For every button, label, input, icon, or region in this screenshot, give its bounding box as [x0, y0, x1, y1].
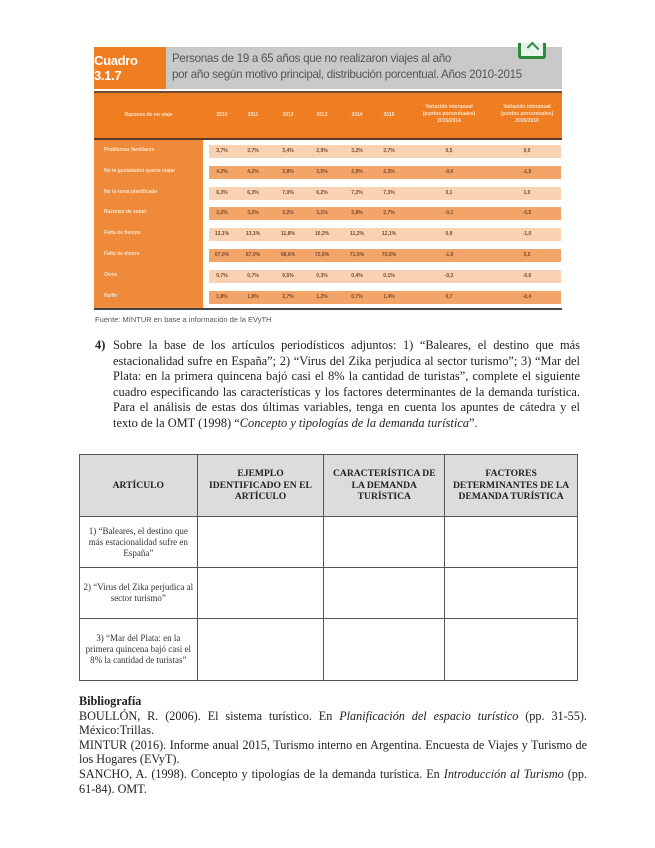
row-value: 0,7% [351, 293, 363, 300]
row-value: -0,3 [444, 272, 454, 279]
row-value: 1,2% [316, 293, 328, 300]
row-value: 7,3% [383, 189, 395, 196]
row-value: 0,0 [523, 148, 531, 154]
header-ejemplo: EJEMPLO IDENTIFICADO EN EL ARTÍCULO [197, 455, 324, 517]
header-factores: FACTORES DETERMINANTES DE LA DEMANDA TURÍSTICA [445, 455, 578, 517]
table-row [80, 517, 578, 568]
row-value: 0,7% [216, 272, 228, 279]
cuadro-title-line1: Personas de 19 a 65 años que no realizaron viajes al año [172, 52, 452, 65]
row-value: 0,5 [445, 148, 453, 154]
table-row [94, 288, 562, 309]
table-header-row [80, 455, 578, 517]
article-cell: 3) “Mar del Plata: en la primera quincena bajó casi el 8% la cantidad de turistas” [80, 619, 198, 681]
row-value: 7,0% [282, 189, 294, 196]
table-row [94, 204, 562, 225]
factores-cell[interactable] [445, 619, 578, 681]
row-value: -0,6 [444, 168, 454, 175]
table-row [94, 225, 562, 246]
row-value: 0,5% [282, 272, 294, 279]
table-row [94, 246, 562, 267]
cuadro-title [172, 51, 557, 83]
col-2015: 2015 [383, 112, 395, 118]
row-value: 1,4% [383, 293, 395, 300]
col-var-2015-2010 [492, 104, 562, 125]
row-value: -1,0 [444, 252, 454, 258]
row-value: -1,9 [522, 168, 532, 175]
row-value: 67,0% [214, 252, 230, 258]
row-value: 1,8% [247, 293, 259, 300]
factores-cell[interactable] [445, 517, 578, 568]
header-articulo: ARTÍCULO [80, 455, 198, 517]
row-label: Otros [104, 271, 118, 278]
row-value: 3,7% [383, 148, 395, 154]
col-2012: 2012 [282, 112, 294, 118]
excel-icon[interactable] [518, 43, 546, 59]
row-value: 3,1% [316, 210, 328, 217]
row-value: 68,6% [280, 252, 296, 258]
col-var1-line1: Variación interanual [425, 104, 473, 110]
row-value: 0,7% [247, 272, 259, 279]
row-value: 2,7% [383, 210, 395, 217]
table-row [80, 568, 578, 619]
question-text [95, 338, 580, 431]
question-text-end: ”. [468, 415, 478, 430]
col-var2-line1: Variación interanual [503, 104, 551, 110]
row-value: -0,1 [444, 210, 454, 217]
row-value: 3,2% [351, 148, 363, 154]
entry-text: BOULLÓN, R. (2006). El sistema turístico. En [79, 708, 340, 723]
row-value: 3,2% [216, 210, 228, 217]
row-value: -1,0 [522, 231, 532, 238]
article-cell: 1) “Baleares, el destino que más estacionalidad sufre en España” [80, 517, 198, 568]
row-value: 2,8% [351, 210, 363, 217]
table-row [94, 184, 562, 205]
row-value: 0,4% [351, 272, 363, 279]
row-value: 1,8% [216, 293, 228, 300]
row-value: 2,7% [282, 293, 294, 300]
row-value: 4,2% [216, 168, 228, 175]
question-4 [95, 338, 580, 431]
row-value: 4,2% [247, 168, 259, 175]
entry-italic: Planificación del espacio turístico [339, 708, 519, 723]
row-value: 3,7% [247, 148, 259, 154]
row-value: 6,3% [247, 189, 259, 196]
entry-text: MINTUR (2016). Informe anual 2015, Turismo interno en Argentina. Encuesta de Viajes y Turismo de los Hogares (EVyT). [79, 737, 587, 767]
ejemplo-cell[interactable] [197, 517, 324, 568]
table-row [94, 267, 562, 288]
cuadro-tag: Cuadro 3.1.7 [94, 47, 166, 89]
caracteristica-cell[interactable] [324, 568, 445, 619]
row-value: 3,5 [523, 252, 531, 258]
row-label: Falta de dinero [104, 251, 140, 257]
bibliography [79, 694, 587, 796]
bibliography-entry [79, 738, 587, 767]
row-value: 2,9% [351, 168, 363, 175]
row-value: 12,1% [381, 231, 397, 238]
row-value: 0,1 [445, 189, 453, 196]
answer-table [79, 454, 578, 681]
col-var2-line3: 2015/2010 [515, 118, 539, 124]
cuadro-column-headers [94, 93, 562, 138]
row-value: 0,7 [445, 293, 453, 300]
row-value: 67,0% [245, 252, 261, 258]
col-var1-line3: 2015/2014 [437, 118, 461, 124]
entry-text: SANCHO, A. (1998). Concepto y tipologías de la demanda turística. En [79, 766, 444, 781]
row-value: 10,2% [314, 231, 330, 238]
entry-text: (pp. 61-84). OMT. [79, 766, 588, 796]
ejemplo-cell[interactable] [197, 619, 324, 681]
cuadro-header [94, 47, 562, 89]
bibliography-entry [79, 709, 587, 738]
table-row [94, 142, 562, 163]
cuadro-source: Fuente: MINTUR en base a información de la EVyTH [95, 315, 272, 324]
bibliography-entry [79, 767, 587, 796]
col-var-2015-2014 [414, 104, 484, 125]
row-value: 13,1% [245, 231, 261, 238]
row-value: 6,2% [316, 189, 328, 196]
row-value: 2,3% [383, 168, 395, 175]
caracteristica-cell[interactable] [324, 517, 445, 568]
row-label: No le gustaba/no quería viajar [104, 167, 176, 174]
row-value: 7,2% [351, 189, 363, 196]
row-value: 13,1% [214, 231, 230, 238]
caracteristica-cell[interactable] [324, 619, 445, 681]
row-value: 0,1% [383, 272, 395, 279]
article-cell: 2) “Virus del Zika perjudica al sector turismo” [80, 568, 198, 619]
row-value: -0,4 [522, 293, 532, 300]
header-caracteristica: CARACTERÍSTICA DE LA DEMANDA TURÍSTICA [324, 455, 445, 517]
entry-italic: Introducción al Turismo [443, 766, 564, 781]
cuadro-title-line2: por año según motivo principal, distribución porcentual. Años 2010-2015 [172, 68, 522, 81]
row-value: 3,7% [216, 148, 228, 154]
divider [94, 308, 562, 310]
row-label: Ns/Nr [104, 292, 118, 299]
col-var1-line2: (puntos porcentuales) [422, 111, 476, 117]
row-value: 3,5% [316, 168, 328, 175]
row-value: 6,3% [216, 189, 228, 196]
table-row [94, 163, 562, 184]
row-value: 3,2% [247, 210, 259, 217]
row-value: -0,6 [522, 272, 532, 279]
row-value: 72,6% [314, 252, 330, 258]
question-number: 4) [95, 338, 106, 352]
row-value: 3,4% [282, 148, 294, 154]
row-value: 0,9 [445, 231, 453, 238]
question-text-italic: Concepto y tipologías de la demanda turística [239, 415, 469, 430]
row-value: -0,5 [522, 210, 532, 217]
factores-cell[interactable] [445, 568, 578, 619]
row-value: 2,8% [282, 168, 294, 175]
row-value: 2,9% [316, 148, 328, 154]
row-label: Problemas familiares [104, 147, 155, 153]
bibliography-title: Bibliografía [79, 694, 142, 708]
row-value: 1,0 [523, 189, 531, 196]
col-reason: Razones de no viaje [124, 112, 173, 118]
col-2010: 2010 [216, 112, 228, 118]
entry-text: (pp. 31-55). México:Trillas. [79, 708, 587, 738]
row-value: 11,2% [350, 231, 364, 238]
row-label: No lo tenía planificado [104, 188, 158, 195]
table-row [80, 619, 578, 681]
row-value: 11,8% [281, 231, 295, 238]
ejemplo-cell[interactable] [197, 568, 324, 619]
col-2013: 2013 [316, 112, 328, 118]
question-text-main: Sobre la base de los artículos periodísticos adjuntos: 1) “Baleares, el destino que más estacionalidad sufre en España”; 2) “Virus del Zika perjudica al sector turismo”; 3) “Mar del Plata: en la primera quincena bajó casi el 8% la cantidad de turistas”, complete el siguiente cuadro especificando las características y los factores determinantes de la demanda turística. Para el análisis de estas dos últimas variables, tenga en cuenta los apuntes de cátedra y el texto de la OMT (1998) “ [113, 338, 580, 430]
col-var2-line2: (puntos porcentuales) [500, 111, 554, 117]
row-value: 0,3% [316, 272, 328, 279]
row-value: 70,5% [381, 252, 397, 258]
col-2011: 2011 [247, 112, 259, 118]
row-label: Razones de salud [104, 209, 147, 216]
col-2014: 2014 [351, 112, 363, 118]
row-label: Falta de tiempo [104, 230, 141, 237]
cuadro-3-1-7 [94, 44, 562, 310]
row-value: 71,5% [349, 252, 365, 258]
row-value: 3,2% [282, 210, 294, 217]
